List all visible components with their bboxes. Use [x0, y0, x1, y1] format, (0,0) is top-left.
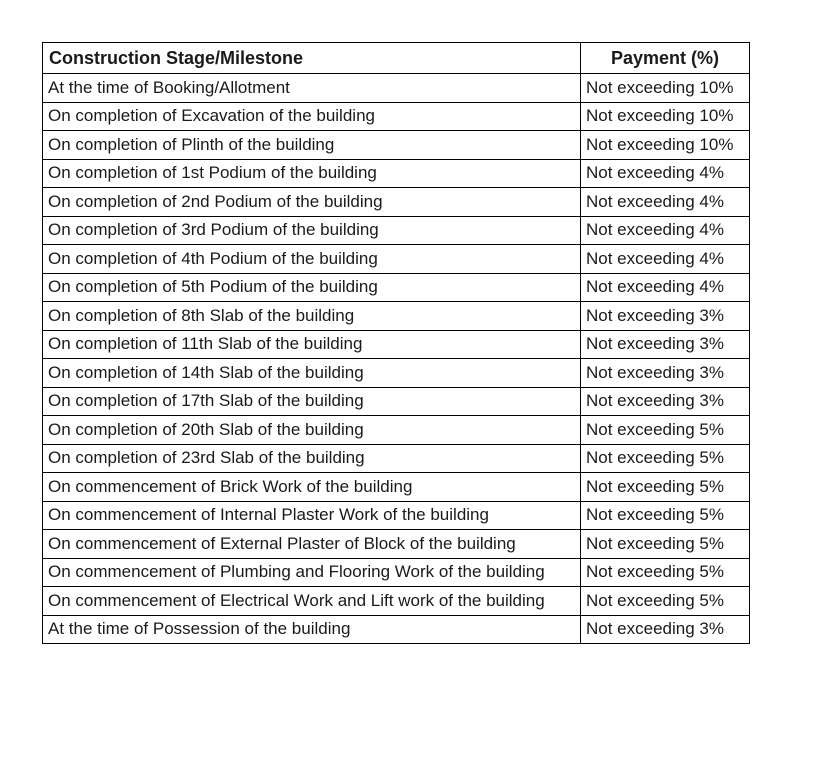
table-row [43, 273, 750, 302]
table-row [43, 444, 750, 473]
table-row [43, 74, 750, 103]
payment-cell: Not exceeding 5% [581, 416, 750, 445]
payment-cell: Not exceeding 3% [581, 359, 750, 388]
stage-cell: On completion of 23rd Slab of the building [43, 444, 581, 473]
table-row [43, 501, 750, 530]
stage-cell: At the time of Possession of the building [43, 615, 581, 644]
payment-cell: Not exceeding 3% [581, 387, 750, 416]
table-row [43, 530, 750, 559]
table-body [43, 74, 750, 644]
payment-cell: Not exceeding 4% [581, 188, 750, 217]
stage-cell: On completion of 3rd Podium of the building [43, 216, 581, 245]
payment-cell: Not exceeding 4% [581, 216, 750, 245]
payment-cell: Not exceeding 3% [581, 330, 750, 359]
stage-cell: On completion of Excavation of the building [43, 102, 581, 131]
payment-cell: Not exceeding 4% [581, 159, 750, 188]
table-row [43, 615, 750, 644]
stage-cell: On commencement of Plumbing and Flooring Work of the building [43, 558, 581, 587]
table-row [43, 359, 750, 388]
stage-cell: On commencement of Electrical Work and Lift work of the building [43, 587, 581, 616]
stage-cell: On completion of 2nd Podium of the building [43, 188, 581, 217]
table-row [43, 473, 750, 502]
payment-column-header: Payment (%) [581, 43, 750, 74]
stage-cell: On commencement of Internal Plaster Work of the building [43, 501, 581, 530]
stage-cell: On commencement of External Plaster of Block of the building [43, 530, 581, 559]
payment-cell: Not exceeding 4% [581, 273, 750, 302]
stage-cell: On completion of 14th Slab of the building [43, 359, 581, 388]
table-row [43, 245, 750, 274]
stage-cell: On commencement of Brick Work of the building [43, 473, 581, 502]
payment-cell: Not exceeding 10% [581, 102, 750, 131]
table-header [43, 43, 750, 74]
payment-cell: Not exceeding 5% [581, 530, 750, 559]
table-row [43, 387, 750, 416]
payment-cell: Not exceeding 10% [581, 74, 750, 103]
stage-cell: At the time of Booking/Allotment [43, 74, 581, 103]
payment-cell: Not exceeding 5% [581, 473, 750, 502]
stage-cell: On completion of 1st Podium of the building [43, 159, 581, 188]
stage-cell: On completion of 8th Slab of the building [43, 302, 581, 331]
table-row [43, 216, 750, 245]
payment-cell: Not exceeding 4% [581, 245, 750, 274]
table-row [43, 558, 750, 587]
table-row [43, 330, 750, 359]
payment-cell: Not exceeding 3% [581, 302, 750, 331]
table-row [43, 416, 750, 445]
stage-cell: On completion of 20th Slab of the building [43, 416, 581, 445]
payment-cell: Not exceeding 5% [581, 558, 750, 587]
stage-cell: On completion of 11th Slab of the building [43, 330, 581, 359]
stage-cell: On completion of 17th Slab of the building [43, 387, 581, 416]
table-row [43, 188, 750, 217]
table-row [43, 159, 750, 188]
table-row [43, 131, 750, 160]
stage-cell: On completion of 5th Podium of the building [43, 273, 581, 302]
payment-cell: Not exceeding 10% [581, 131, 750, 160]
stage-cell: On completion of Plinth of the building [43, 131, 581, 160]
stage-cell: On completion of 4th Podium of the building [43, 245, 581, 274]
table-row [43, 587, 750, 616]
payment-cell: Not exceeding 3% [581, 615, 750, 644]
payment-cell: Not exceeding 5% [581, 587, 750, 616]
payment-cell: Not exceeding 5% [581, 444, 750, 473]
table-row [43, 302, 750, 331]
payment-schedule-table [42, 42, 750, 644]
table-row [43, 102, 750, 131]
stage-column-header: Construction Stage/Milestone [43, 43, 581, 74]
payment-cell: Not exceeding 5% [581, 501, 750, 530]
header-row [43, 43, 750, 74]
